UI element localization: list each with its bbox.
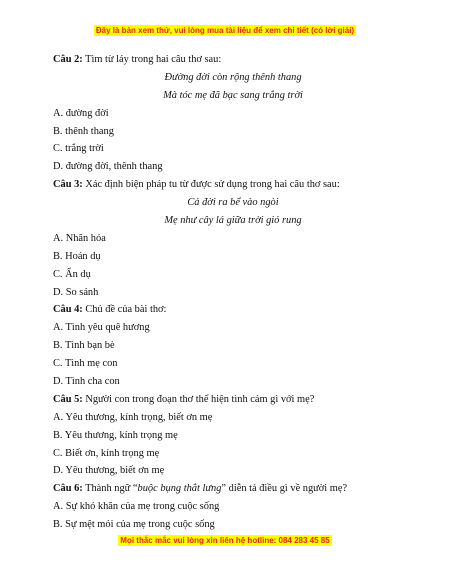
question-content (53, 51, 413, 534)
question-6 (53, 480, 413, 498)
answer-option: C. Tình mẹ con (53, 358, 118, 370)
answer-option: B. Tình bạn bè (53, 340, 115, 352)
question-2 (53, 51, 413, 69)
answer-option: A. Tình yêu quê hương (53, 322, 150, 334)
question-label: Câu 4: (53, 304, 83, 316)
answer-option: B. Yêu thương, kính trọng mẹ (53, 429, 178, 441)
question-3 (53, 176, 413, 194)
answer-option: D. Yêu thương, biết ơn mẹ (53, 465, 165, 477)
answer-option: A. đường đời (53, 107, 109, 119)
answer-option: C. Biết ơn, kính trọng mẹ (53, 447, 160, 459)
question-label: Câu 6: (53, 483, 83, 495)
answer-option: B. Hoán dụ (53, 250, 101, 262)
hotline-notice-banner (0, 536, 450, 545)
answer-option: A. Sự khó khăn của mẹ trong cuộc sống (53, 501, 220, 513)
question-text: Tìm từ láy trong hai câu thơ sau: (82, 54, 222, 65)
question-text: Xác định biện pháp tu từ được sử dụng trong hai câu thơ sau: (82, 179, 340, 191)
question-label: Câu 2: (53, 54, 83, 65)
question-text: Chủ đề của bài thơ: (82, 304, 167, 316)
verse-line: Cả đời ra bể vào ngòi (187, 197, 279, 209)
question-text: Thành ngữ “ (82, 483, 138, 495)
question-5 (53, 391, 413, 409)
preview-notice-banner (0, 26, 450, 35)
question-4 (53, 301, 413, 319)
verse-line: Mẹ như cây lá giữa trời gió rung (164, 215, 302, 227)
question-label: Câu 5: (53, 393, 83, 405)
question-label: Câu 3: (53, 179, 83, 191)
hotline-notice-text: Mọi thắc mắc vui lòng xin liên hệ hotline: 084 283 45 85 (120, 536, 330, 545)
answer-option: A. Nhân hóa (53, 232, 106, 244)
answer-option: D. đường đời, thênh thang (53, 161, 163, 173)
answer-option: D. So sánh (53, 286, 99, 298)
verse-line: Đường đời còn rộng thênh thang (164, 71, 302, 83)
answer-option: B. Sự mệt mỏi của mẹ trong cuộc sống (53, 519, 215, 531)
answer-option: D. Tình cha con (53, 376, 120, 388)
answer-option: A. Yêu thương, kính trọng, biết ơn mẹ (53, 411, 213, 423)
answer-option: C. trắng trời (53, 143, 104, 155)
answer-option: B. thênh thang (53, 125, 114, 137)
question-text: Người con trong đoạn thơ thể hiện tình cảm gì với mẹ? (82, 393, 315, 405)
answer-option: C. Ẩn dụ (53, 268, 91, 280)
question-text-end: ” diễn tả điều gì về người mẹ? (221, 483, 348, 495)
verse-line: Mà tóc mẹ đã bạc sang trắng trời (163, 89, 303, 101)
preview-notice-text: Đây là bản xem thử, vui lòng mua tài liệu để xem chi tiết (có lời giải) (95, 26, 355, 35)
idiom-text: buộc bụng thắt lưng (137, 483, 222, 495)
